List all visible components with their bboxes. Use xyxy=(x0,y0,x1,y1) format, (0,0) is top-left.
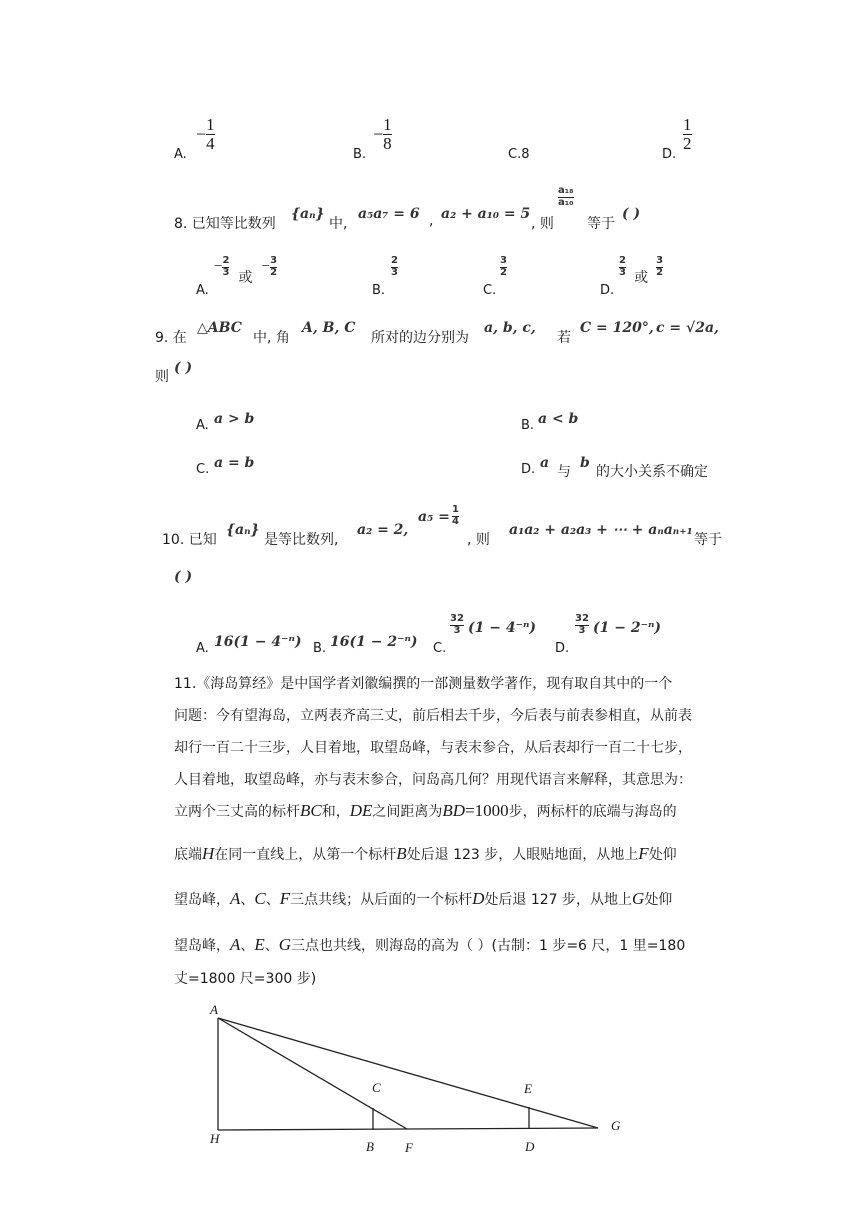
q10-a5: a₅ = xyxy=(418,509,450,525)
q9-option-d-text: 与 xyxy=(557,464,571,480)
q11-line-7: 望岛峰，A、C、F三点共线；从后面的一个标杆D处后退 127 步，从地上G处仰 xyxy=(174,889,673,908)
q10-option-a-value: 16(1 − 4⁻ⁿ) xyxy=(214,634,302,650)
or-text: 或 xyxy=(238,269,253,286)
q10-text: , 则 xyxy=(467,532,490,548)
q10-condition-1: a₂ = 2, xyxy=(357,522,409,538)
segment-hg xyxy=(218,1128,598,1130)
minus-sign: − xyxy=(373,123,384,144)
q10-sum: a₁a₂ + a₂a₃ + ⋯ + aₙaₙ₊₁ xyxy=(509,522,693,538)
label-a: A xyxy=(210,1002,218,1017)
denominator: 8 xyxy=(383,133,392,153)
q11-line-3: 却行一百二十三步，人目着地，取望岛峰，与表末参合，从后表却行一百二十七步， xyxy=(174,740,692,756)
q9-option-c-value: a = b xyxy=(214,455,255,471)
q11-line-4: 人目着地，取望岛峰，亦与表末参合，问岛高几何？用现代语言来解释，其意思为： xyxy=(174,772,692,788)
numerator: 1 xyxy=(206,115,215,134)
q10-option-d-fraction: $\frac{32}{3}$ xyxy=(575,613,589,636)
label-c: C xyxy=(372,1080,381,1095)
q11-line-9: 丈=1800 尺=300 步) xyxy=(174,971,317,987)
minus-sign: − xyxy=(196,123,207,144)
q9-triangle: △ABC xyxy=(197,320,242,336)
label-d: D xyxy=(525,1139,535,1154)
numerator: 1 xyxy=(383,115,392,134)
q11-line-6: 底端H在同一直线上，从第一个标杆B处后退 123 步，人眼贴地面，从地上F处仰 xyxy=(174,844,677,863)
q9-option-c-label: C. xyxy=(196,462,210,477)
q9-text: 所对的边分别为 xyxy=(371,330,469,346)
label-e: E xyxy=(524,1081,532,1096)
q8-comma: , xyxy=(429,213,434,229)
q8-option-b-value: $\frac{2}{3}$ xyxy=(391,255,398,278)
segment-bd: BD xyxy=(442,801,466,820)
label-b: B xyxy=(366,1139,374,1154)
q8-option-a-label: A. xyxy=(196,283,209,298)
q11-line-8: 望岛峰，A、E、G三点也共线，则海岛的高为（ ）(古制：1 步=6 尺，1 里=180 xyxy=(174,935,686,954)
denominator: a₁₀ xyxy=(558,196,574,208)
q10-sequence: {aₙ} xyxy=(226,522,260,538)
segment-bc: BC xyxy=(300,801,322,820)
q11-line-1: 11.《海岛算经》是中国学者刘徽编撰的一部测量数学著作，现有取自其中的一个 xyxy=(174,676,673,692)
q9-text: 若 xyxy=(557,330,571,346)
q9-text: 则 xyxy=(155,369,169,385)
q10-option-c-value: (1 − 4⁻ⁿ) xyxy=(468,620,537,636)
line-ag xyxy=(218,1018,598,1128)
q10-option-a-label: A. xyxy=(196,641,209,656)
q9-option-a-label: A. xyxy=(196,418,209,433)
q9-condition-1: C = 120°, xyxy=(580,320,654,336)
q9-answer-paren: ( ) xyxy=(174,360,193,376)
q8-option-d-label: D. xyxy=(600,283,615,298)
q10-text: 是等比数列, xyxy=(264,532,339,548)
q8-option-c-value: $\frac{3}{2}$ xyxy=(500,255,507,278)
q11-line-2: 问题：今有望海岛，立两表齐高三丈，前后相去千步，今后表与前表参相直，从前表 xyxy=(174,708,692,724)
q9-text: 中, 角 xyxy=(253,330,290,346)
option-d-label: D. xyxy=(662,147,677,162)
q11-line-5: 立两个三丈高的标杆BC和，DE之间距离为BD=1000步，两标杆的底端与海岛的 xyxy=(174,801,677,820)
q10-option-c-label: C. xyxy=(433,641,447,656)
q8-answer-paren: ( ) xyxy=(622,206,641,222)
q10-option-b-value: 16(1 − 2⁻ⁿ) xyxy=(330,634,418,650)
q9-option-d-a: a xyxy=(540,455,550,471)
q10-text: 等于 xyxy=(694,532,722,548)
q10-option-d-label: D. xyxy=(555,641,570,656)
option-c: C.8 xyxy=(508,147,530,162)
q8-option-c-label: C. xyxy=(483,283,497,298)
q8-text: 中, xyxy=(329,216,348,232)
q9-condition-2: c = √2a, xyxy=(656,320,719,336)
q9-option-b-label: B. xyxy=(521,418,535,433)
q9-option-d-b: b xyxy=(580,455,590,471)
q10-option-d-value: (1 − 2⁻ⁿ) xyxy=(593,620,662,636)
q8-text: , 则 xyxy=(531,216,554,232)
q9-option-d-text: 的大小关系不确定 xyxy=(596,464,708,480)
label-g: G xyxy=(611,1118,621,1133)
denominator: 2 xyxy=(683,133,692,153)
q10-option-c-fraction: $\frac{32}{3}$ xyxy=(450,613,464,636)
numerator: a₁₈ xyxy=(558,185,574,196)
q8-option-d-value: $\frac{2}{3}$ 或 $\frac{3}{2}$ xyxy=(619,255,664,286)
segment-de: DE xyxy=(349,801,373,820)
q8-stem-prefix: 8. 已知等比数列 xyxy=(174,216,276,232)
q9-text: 9. 在 xyxy=(155,330,187,346)
option-a-label: A. xyxy=(174,147,187,162)
q9-sides: a, b, c, xyxy=(484,320,536,336)
q8-condition-1: a₅a₇ = 6 xyxy=(358,206,420,222)
q8-option-b-label: B. xyxy=(372,283,386,298)
q10-text: 10. 已知 xyxy=(162,532,217,548)
q9-angles: A, B, C xyxy=(302,320,356,336)
q8-condition-2: a₂ + a₁₀ = 5 xyxy=(441,206,531,222)
numerator: 1 xyxy=(683,115,692,134)
q9-option-b-value: a < b xyxy=(538,411,579,427)
q8-text: 等于 xyxy=(587,216,615,232)
q9-option-d-label: D. xyxy=(521,462,536,477)
q8-sequence: {aₙ} xyxy=(291,206,325,222)
q10-a5-value: $\frac{1}{4}$ xyxy=(452,504,459,527)
q9-option-a-value: a > b xyxy=(214,411,255,427)
line-af xyxy=(218,1018,407,1129)
label-f: F xyxy=(405,1140,413,1155)
q10-option-b-label: B. xyxy=(313,641,327,656)
label-h: H xyxy=(210,1131,220,1146)
option-b-label: B. xyxy=(353,147,367,162)
or-text: 或 xyxy=(634,269,649,286)
denominator: 4 xyxy=(206,133,215,153)
q8-option-a-value: − $\frac{2}{3}$ 或 − $\frac{3}{2}$ xyxy=(214,255,278,286)
q10-answer-paren: ( ) xyxy=(174,569,193,585)
